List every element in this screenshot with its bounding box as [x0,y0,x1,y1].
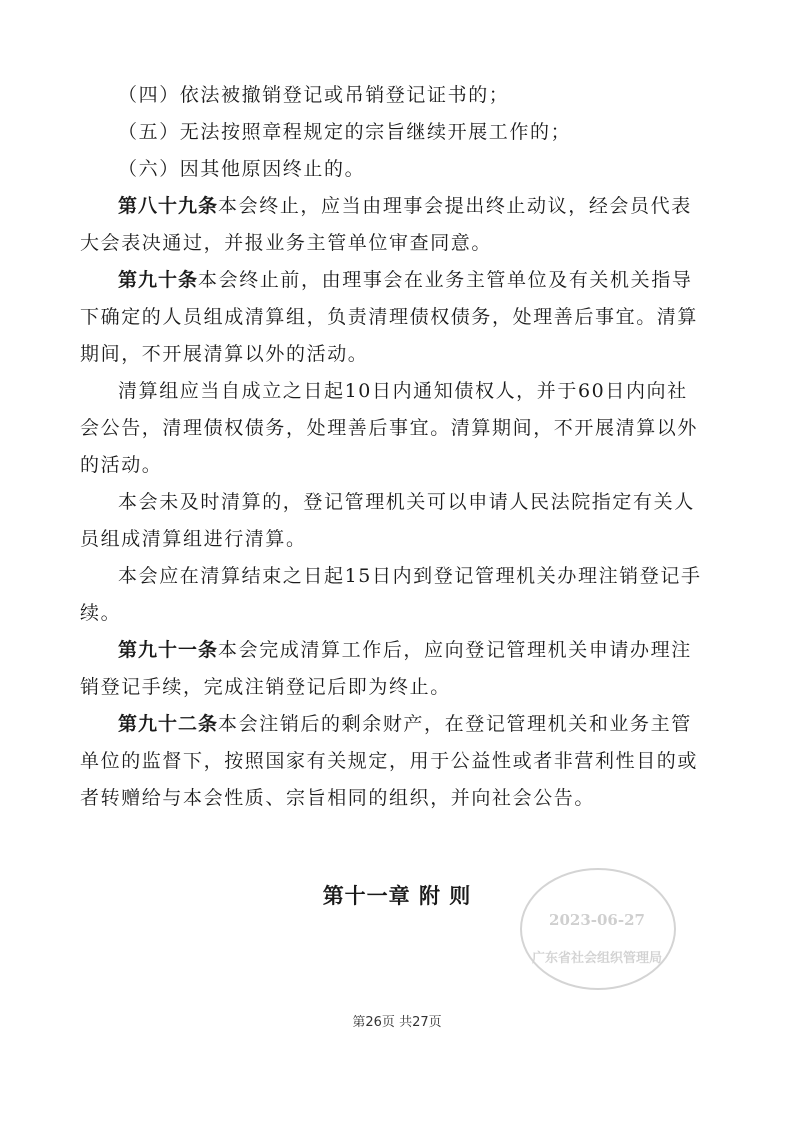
article-89-label: 第八十九条 [118,195,219,217]
article-92 [80,706,706,817]
article-89 [80,188,706,262]
stamp-date: 2023-06-27 [549,911,645,929]
article-91-label: 第九十一条 [118,639,219,661]
page-number: 第26页 共27页 [352,1015,442,1030]
article-91 [80,632,706,706]
article-89-text: 本会终止，应当由理事会提出终止动议，经会员代表大会表决通过，并报业务主管单位审查同意。 [80,195,692,254]
article-91-text: 本会完成清算工作后，应向登记管理机关申请办理注销登记手续，完成注销登记后即为终止。 [80,639,692,698]
item-six: （六）因其他原因终止的。 [118,158,366,180]
article-90-text: 本会终止前，由理事会在业务主管单位及有关机关指导下确定的人员组成清算组，负责清理债权债务，处理善后事宜。清算期间，不开展清算以外的活动。 [80,269,699,365]
article-92-label: 第九十二条 [118,713,219,735]
article-90-label: 第九十条 [118,269,199,291]
item-four: （四）依法被撤销登记或吊销登记证书的； [118,84,510,106]
liquidation-notice-paragraph: 清算组应当自成立之日起10日内通知债权人，并于60日内向社会公告，清理债权债务，处理善后事宜。清算期间，不开展清算以外的活动。 [80,380,699,476]
article-90 [80,262,706,373]
deregistration-deadline-paragraph: 本会应在清算结束之日起15日内到登记管理机关办理注销登记手续。 [80,565,702,624]
article-92-text: 本会注销后的剩余财产，在登记管理机关和业务主管单位的监督下，按照国家有关规定，用于公益性或者非营利性目的或者转赠给与本会性质、宗旨相同的组织，并向社会公告。 [80,713,699,809]
approval-stamp [520,868,676,990]
item-five: （五）无法按照章程规定的宗旨继续开展工作的； [118,121,572,143]
chapter-heading: 第十一章 附 则 [322,884,472,908]
court-appointment-paragraph: 本会未及时清算的，登记管理机关可以申请人民法院指定有关人员组成清算组进行清算。 [80,491,695,550]
stamp-organization: 广东省社会组织管理局 [531,951,662,966]
